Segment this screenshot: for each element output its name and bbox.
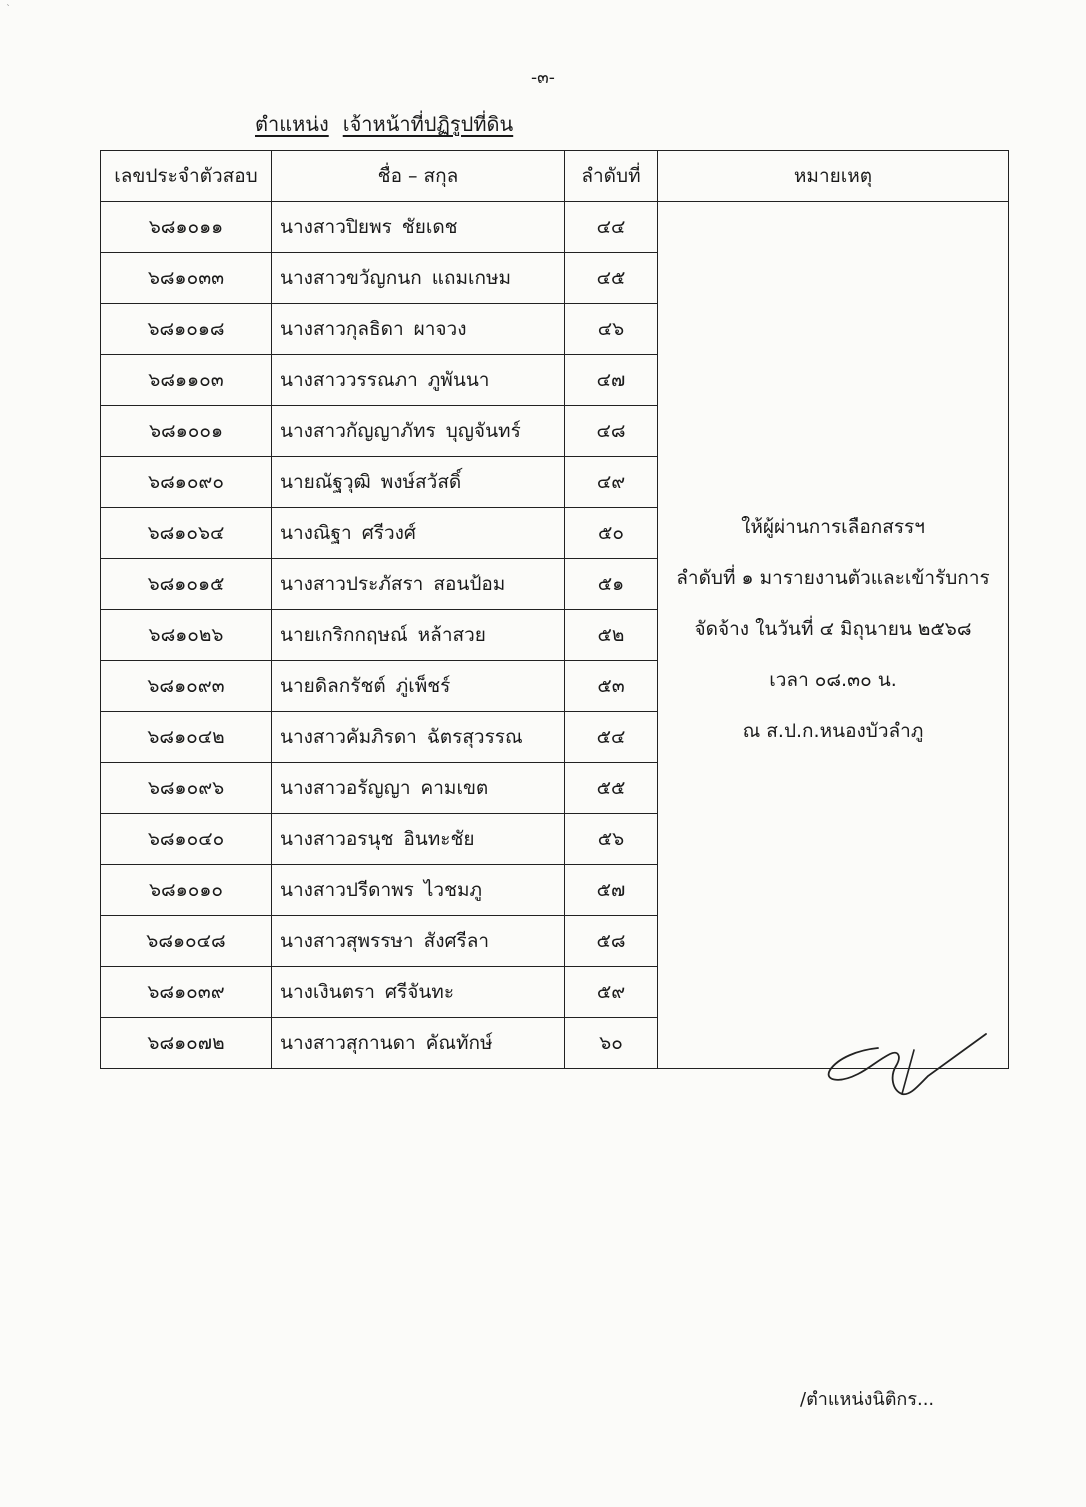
first-name: นายเกริกกฤษณ์ (280, 624, 408, 646)
first-name: นางสาวปรีดาพร (280, 879, 414, 901)
cell-exam-id: ๖๘๑๐๒๖ (101, 610, 272, 661)
first-name: นางสาวประภัสรา (280, 573, 424, 595)
cell-rank: ๕๓ (565, 661, 658, 712)
cell-rank: ๕๖ (565, 814, 658, 865)
cell-name (272, 610, 565, 661)
cell-rank: ๕๐ (565, 508, 658, 559)
cell-remarks (658, 202, 1009, 1069)
cell-rank: ๖๐ (565, 1018, 658, 1069)
cell-rank: ๔๔ (565, 202, 658, 253)
cell-exam-id: ๖๘๑๐๓๓ (101, 253, 272, 304)
cell-name (272, 457, 565, 508)
last-name: บุญจันทร์ (445, 420, 521, 442)
first-name: นางณิฐา (280, 522, 352, 544)
cell-exam-id: ๖๘๑๐๓๙ (101, 967, 272, 1018)
last-name: สอนป้อม (433, 573, 506, 595)
position-title (255, 108, 513, 140)
first-name: นายดิลกรัชต์ (280, 675, 386, 697)
last-name: คามเขต (420, 777, 489, 799)
remark-line: เวลา ๐๘.๓๐ น. (769, 668, 897, 691)
last-name: ฉัตรสุวรรณ (426, 726, 523, 748)
remark-line: ลำดับที่ ๑ มารายงานตัวและเข้ารับการ (676, 566, 990, 589)
cell-name (272, 355, 565, 406)
first-name: นางสาวปิยพร (280, 216, 392, 238)
cell-exam-id: ๖๘๑๐๖๔ (101, 508, 272, 559)
page-number: -๓- (531, 68, 555, 88)
header-rank: ลำดับที่ (565, 151, 658, 202)
cell-name (272, 763, 565, 814)
cell-exam-id: ๖๘๑๐๗๒ (101, 1018, 272, 1069)
first-name: นางสาวสุพรรษา (280, 930, 414, 952)
signature-mark (818, 1020, 998, 1100)
last-name: หล้าสวย (417, 624, 486, 646)
table-header-row (101, 151, 1009, 202)
position-label: ตำแหน่ง (255, 112, 329, 136)
cell-name (272, 406, 565, 457)
cell-name (272, 253, 565, 304)
first-name: นางสาวคัมภิรดา (280, 726, 417, 748)
header-exam-id: เลขประจำตัวสอบ (101, 151, 272, 202)
remark-line: ให้ผู้ผ่านการเลือกสรรฯ (741, 515, 925, 538)
last-name: ผาจวง (413, 318, 467, 340)
cell-exam-id: ๖๘๑๐๑๘ (101, 304, 272, 355)
first-name: นางสาวสุกานดา (280, 1032, 416, 1054)
cell-exam-id: ๖๘๑๐๔๐ (101, 814, 272, 865)
cell-exam-id: ๖๘๑๐๐๑ (101, 406, 272, 457)
table-row (101, 202, 1009, 253)
first-name: นางสาวอรัญญา (280, 777, 411, 799)
cell-exam-id: ๖๘๑๑๐๓ (101, 355, 272, 406)
header-name: ชื่อ – สกุล (272, 151, 565, 202)
last-name: พงษ์สวัสดิ์ (380, 471, 462, 493)
candidate-table (100, 150, 1009, 1069)
cell-name (272, 508, 565, 559)
remark-line: ณ ส.ป.ก.หนองบัวลำภู (742, 719, 924, 742)
cell-rank: ๔๖ (565, 304, 658, 355)
scan-mark: ` (6, 4, 11, 15)
last-name: ศรีจันทะ (384, 981, 455, 1003)
first-name: นางสาวขวัญกนก (280, 267, 422, 289)
cell-rank: ๕๗ (565, 865, 658, 916)
cell-exam-id: ๖๘๑๐๔๒ (101, 712, 272, 763)
cell-rank: ๔๙ (565, 457, 658, 508)
remark-line: จัดจ้าง ในวันที่ ๔ มิถุนายน ๒๕๖๘ (694, 617, 972, 640)
first-name: นางสาวกัญญาภัทร (280, 420, 436, 442)
cell-exam-id: ๖๘๑๐๑๑ (101, 202, 272, 253)
cell-name (272, 1018, 565, 1069)
cell-rank: ๕๘ (565, 916, 658, 967)
cell-exam-id: ๖๘๑๐๙๐ (101, 457, 272, 508)
header-remarks: หมายเหตุ (658, 151, 1009, 202)
cell-rank: ๕๑ (565, 559, 658, 610)
cell-rank: ๕๙ (565, 967, 658, 1018)
cell-name (272, 712, 565, 763)
last-name: สังศรีลา (423, 930, 490, 952)
last-name: ภู่เพ็ชร์ (395, 675, 451, 697)
last-name: อินทะชัย (403, 828, 475, 850)
cell-rank: ๔๕ (565, 253, 658, 304)
last-name: ไวชมภู (423, 879, 483, 901)
last-name: คัณทักษ์ (425, 1032, 493, 1054)
last-name: ภูพันนา (427, 369, 490, 391)
cell-exam-id: ๖๘๑๐๔๘ (101, 916, 272, 967)
last-name: แถมเกษม (431, 267, 512, 289)
cell-name (272, 916, 565, 967)
cell-rank: ๕๔ (565, 712, 658, 763)
cell-exam-id: ๖๘๑๐๑๕ (101, 559, 272, 610)
cell-name (272, 304, 565, 355)
first-name: นางสาวกุลธิดา (280, 318, 404, 340)
continuation-note: /ตำแหน่งนิติกร... (800, 1389, 935, 1410)
cell-name (272, 865, 565, 916)
first-name: นายณัฐวุฒิ (280, 471, 371, 493)
first-name: นางสาวอรนุช (280, 828, 394, 850)
first-name: นางสาววรรณภา (280, 369, 418, 391)
cell-name (272, 661, 565, 712)
cell-rank: ๕๕ (565, 763, 658, 814)
cell-name (272, 967, 565, 1018)
cell-name (272, 814, 565, 865)
cell-rank: ๔๘ (565, 406, 658, 457)
last-name: ศรีวงศ์ (361, 522, 416, 544)
cell-name (272, 559, 565, 610)
position-name: เจ้าหน้าที่ปฏิรูปที่ดิน (342, 112, 514, 136)
cell-exam-id: ๖๘๑๐๙๓ (101, 661, 272, 712)
cell-exam-id: ๖๘๑๐๑๐ (101, 865, 272, 916)
last-name: ชัยเดช (401, 216, 458, 238)
cell-name (272, 202, 565, 253)
cell-rank: ๕๒ (565, 610, 658, 661)
cell-rank: ๔๗ (565, 355, 658, 406)
first-name: นางเงินตรา (280, 981, 375, 1003)
cell-exam-id: ๖๘๑๐๙๖ (101, 763, 272, 814)
